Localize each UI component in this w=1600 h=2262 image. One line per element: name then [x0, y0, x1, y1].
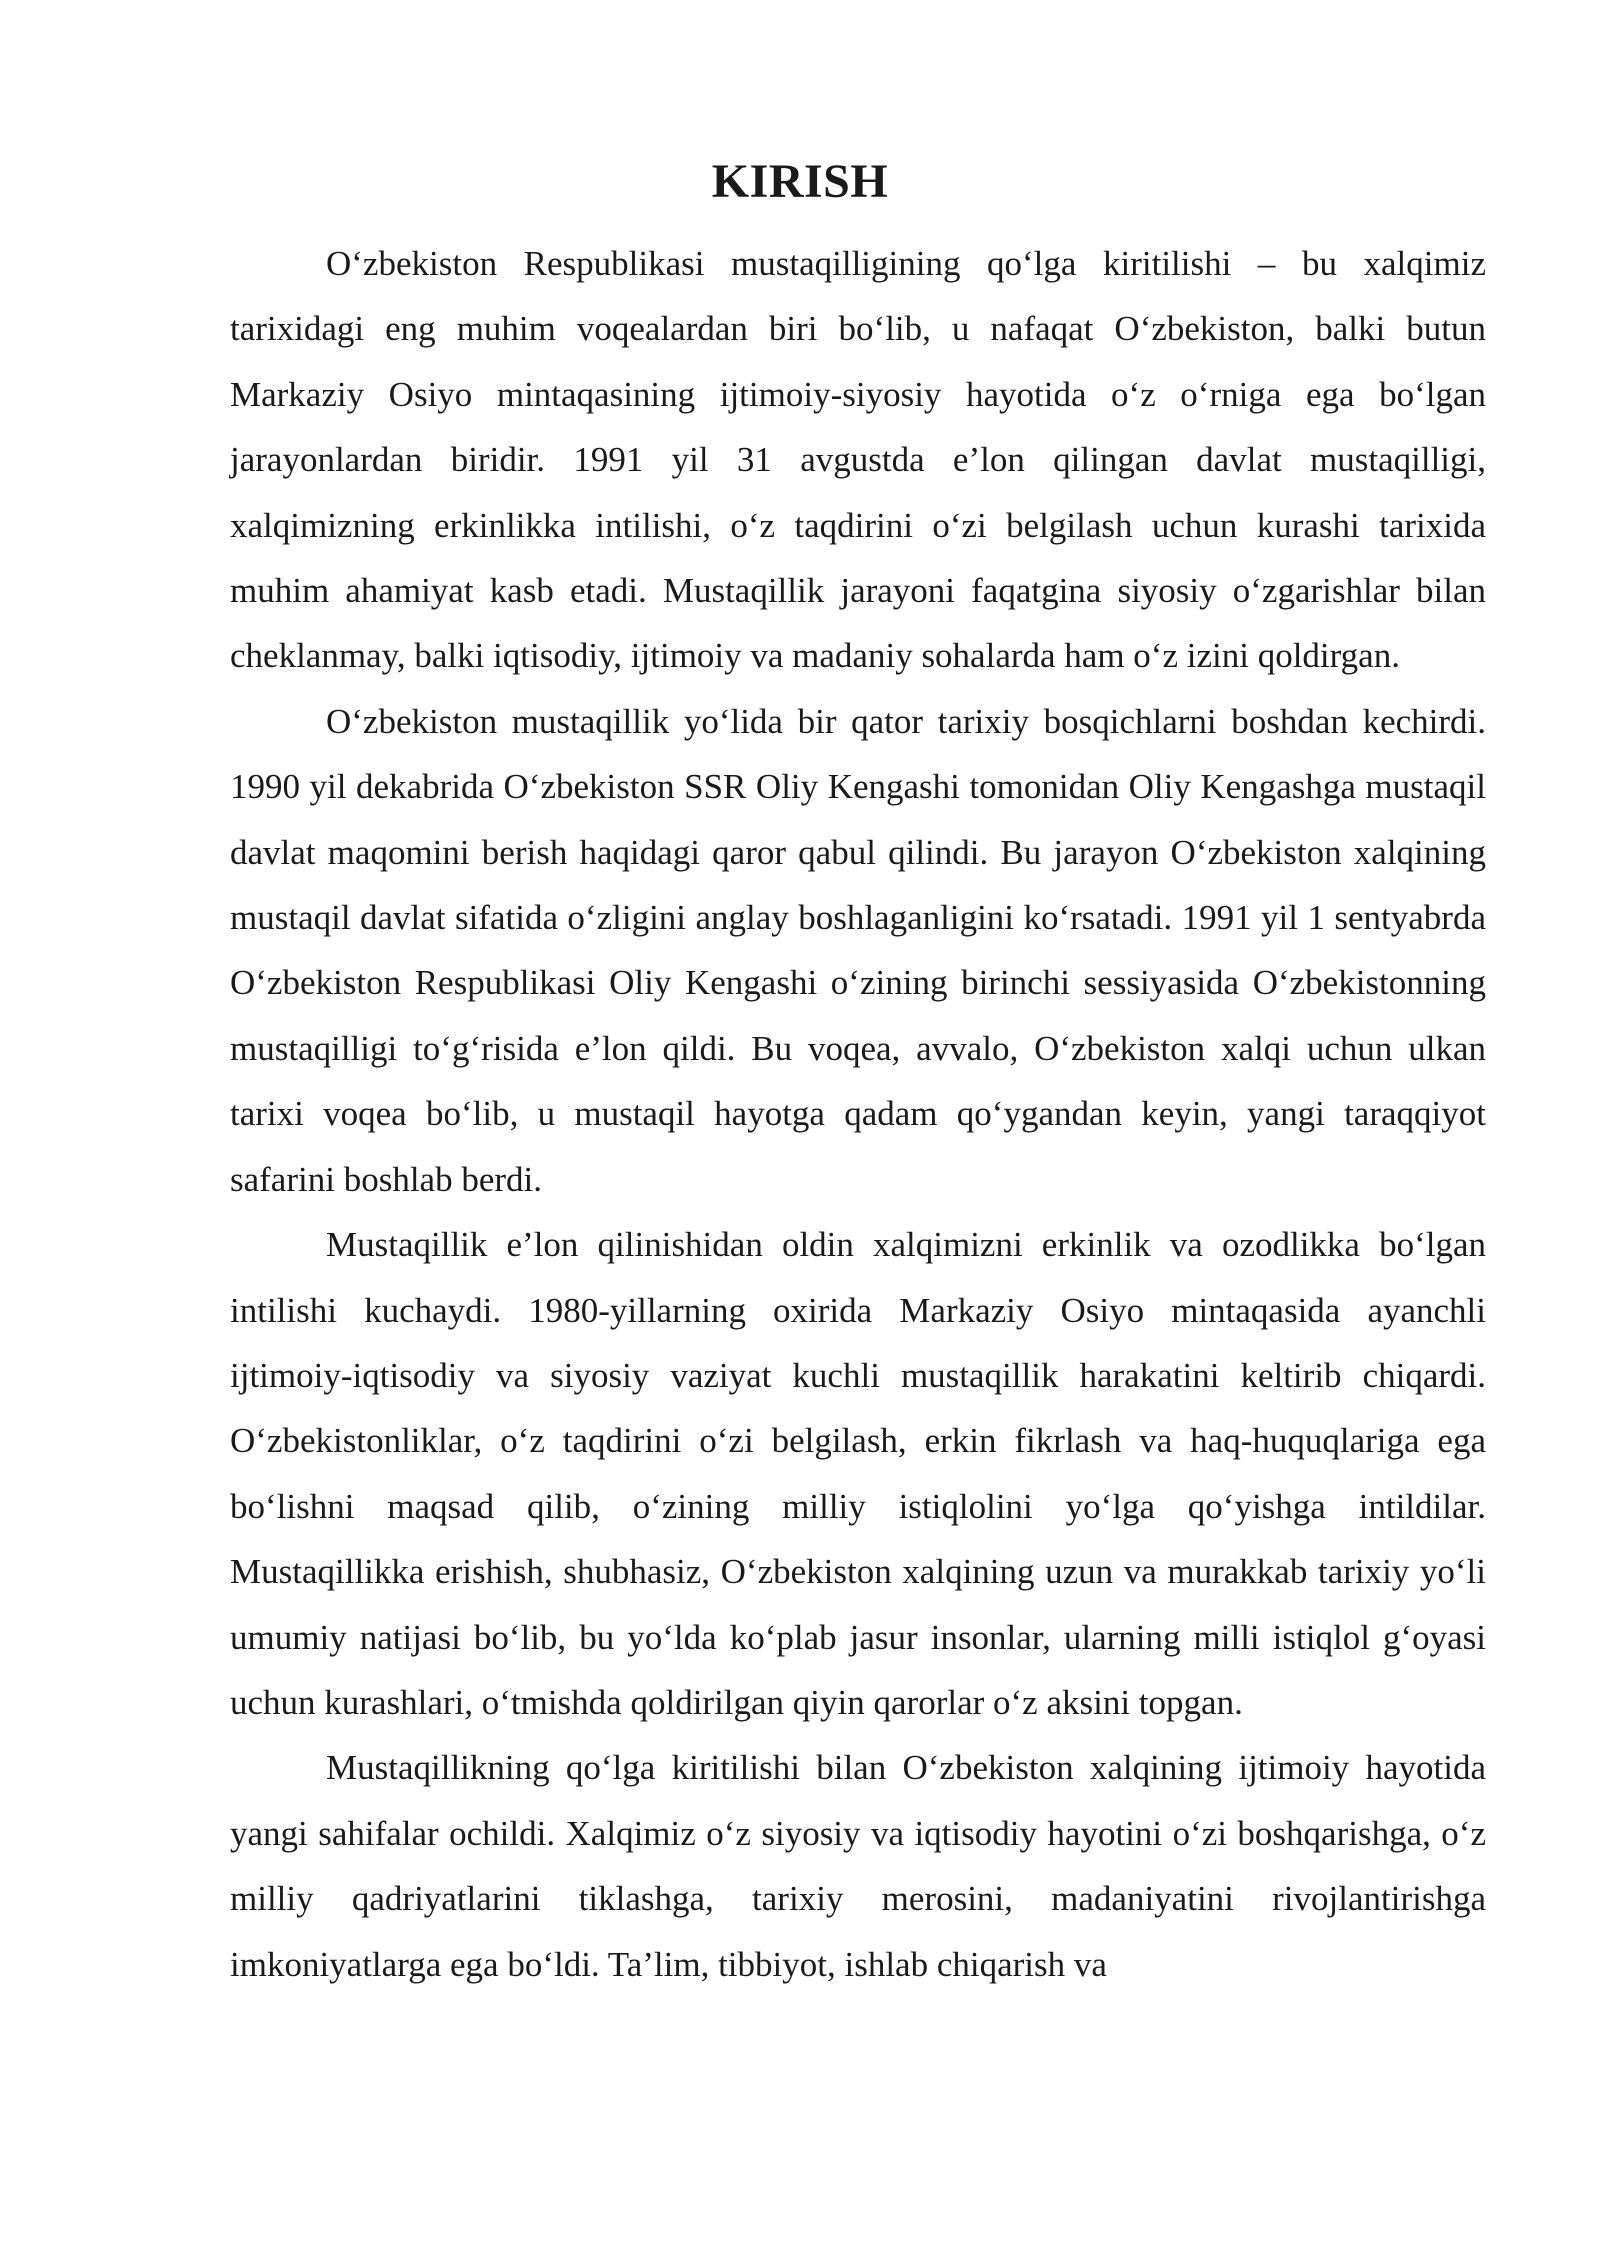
paragraph-4: Mustaqillikning qo‘lga kiritilishi bilan O‘zbekiston xalqining ijtimoiy hayotida yangi sahifalar ochildi. Xalqimiz o‘z siyosiy va iqtisodiy hayotini o‘zi boshqarishga, o‘z milliy qadriyatlarini tiklashga, tarixiy merosini, madaniyatini rivojlantirishga imkoniyatlarga ega bo‘ldi. Ta’lim, tibbiyot, ishlab chiqarish va	[230, 1748, 1486, 1984]
paragraph-2: O‘zbekiston mustaqillik yo‘lida bir qator tarixiy bosqichlarni boshdan kechirdi. 1990 yil dekabrida O‘zbekiston SSR Oliy Kengashi tomonidan Oliy Kengashga mustaqil davlat maqomini berish haqidagi qaror qabul qilindi. Bu jarayon O‘zbekiston xalqining mustaqil davlat sifatida o‘zligini anglay boshlaganligini ko‘rsatadi. 1991 yil 1 sentyabrda O‘zbekiston Respublikasi Oliy Kengashi o‘zining birinchi sessiyasida O‘zbekistonning mustaqilligi to‘g‘risida e’lon qildi. Bu voqea, avvalo, O‘zbekiston xalqi uchun ulkan tarixi voqea bo‘lib, u mustaqil hayotga qadam qo‘ygandan keyin, yangi taraqqiyot safarini boshlab berdi.	[230, 701, 1486, 1199]
document-body	[230, 231, 1486, 1997]
paragraph-3: Mustaqillik e’lon qilinishidan oldin xalqimizni erkinlik va ozodlikka bo‘lgan intilishi kuchaydi. 1980-yillarning oxirida Markaziy Osiyo mintaqasida ayanchli ijtimoiy-iqtisodiy va siyosiy vaziyat kuchli mustaqillik harakatini keltirib chiqardi. O‘zbekistonliklar, o‘z taqdirini o‘zi belgilash, erkin fikrlash va haq-huquqlariga ega bo‘lishni maqsad qilib, o‘zining milliy istiqlolini yo‘lga qo‘yishga intildilar. Mustaqillikka erishish, shubhasiz, O‘zbekiston xalqining uzun va murakkab tarixiy yo‘li umumiy natijasi bo‘lib, bu yo‘lda ko‘plab jasur insonlar, ularning milli istiqlol g‘oyasi uchun kurashlari, o‘tmishda qoldirilgan qiyin qarorlar o‘z aksini topgan.	[230, 1225, 1486, 1722]
paragraph-1: O‘zbekiston Respublikasi mustaqilligining qo‘lga kiritilishi – bu xalqimiz tarixidagi eng muhim voqealardan biri bo‘lib, u nafaqat O‘zbekiston, balki butun Markaziy Osiyo mintaqasining ijtimoiy-siyosiy hayotida o‘z o‘rniga ega bo‘lgan jarayonlardan biridir. 1991 yil 31 avgustda e’lon qilingan davlat mustaqilligi, xalqimizning erkinlikka intilishi, o‘z taqdirini o‘zi belgilash uchun kurashi tarixida muhim ahamiyat kasb etadi. Mustaqillik jarayoni faqatgina siyosiy o‘zgarishlar bilan cheklanmay, balki iqtisodiy, ijtimoiy va madaniy sohalarda ham o‘z izini qoldirgan.	[230, 244, 1486, 676]
document-title: KIRISH	[711, 155, 889, 208]
